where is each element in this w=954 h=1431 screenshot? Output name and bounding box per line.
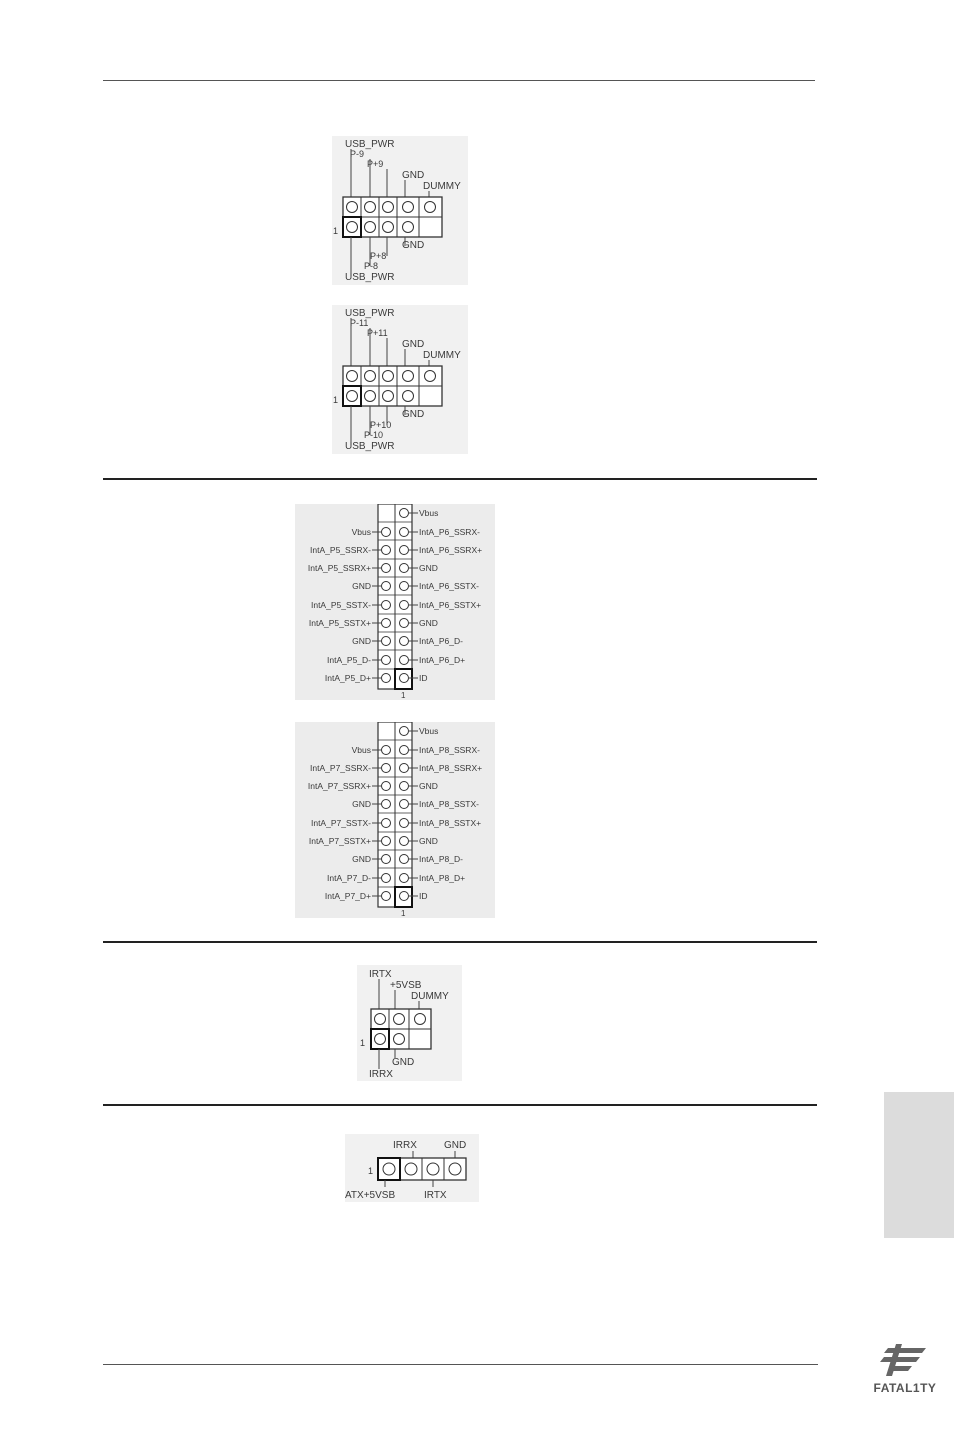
pin-label: GND [402,170,425,181]
pin-label: IntA_P8_D+ [419,873,466,883]
page-top-rule [103,80,815,81]
pin-label: GND [444,1140,467,1151]
section-divider [103,941,817,943]
pin-label: IntA_P6_D- [419,636,463,646]
logo-text: FATAL1TY [873,1381,937,1395]
usb2-header-diagram-a [332,136,468,285]
pin-label: USB_PWR [345,272,395,283]
pin-label: P+8 [370,251,387,261]
pin-label: IntA_P8_D- [419,854,463,864]
cir-header-diagram [345,1134,479,1202]
pin-label: GND [419,618,438,628]
pin-label: IntA_P7_SSTX+ [308,836,371,846]
pin1-marker: 1 [401,691,406,700]
pin-label: Vbus [419,726,439,736]
pin-label: P-8 [364,261,379,271]
pin-label: GND [352,636,371,646]
pin-label: P+10 [370,420,392,430]
pin-label: IntA_P7_SSRX- [310,763,371,773]
ir-header-diagram [357,965,462,1081]
pin-label: IntA_P8_SSTX- [419,799,480,809]
pin-label: +5VSB [390,980,422,991]
pin-label: Vbus [419,508,439,518]
pin-label: GND [352,581,371,591]
fatal1ty-logo [862,1340,948,1402]
pin-label: IntA_P8_SSTX+ [419,818,482,828]
pin-label: IRTX [424,1190,447,1201]
pin-label: IntA_P8_SSRX+ [419,763,483,773]
pin-label: ID [419,891,428,901]
pin-label: IRRX [393,1140,417,1151]
usb3-header-diagram-a [295,504,495,700]
pin-label: P+9 [367,159,384,169]
pin-label: USB_PWR [345,139,395,150]
pin-label: IntA_P6_D+ [419,655,466,665]
pin-label: IntA_P5_SSRX+ [307,563,371,573]
pin1-marker: 1 [333,226,339,236]
pin-label: IntA_P6_SSRX+ [419,545,483,555]
usb3-header-diagram-b [295,722,495,918]
pin-label: GND [419,836,438,846]
fatal1ty-logo-icon [862,1340,948,1380]
pin-label: P-11 [350,318,369,328]
pin-label: USB_PWR [345,308,395,319]
pin-label: IntA_P7_SSTX- [310,818,371,828]
pin-label: GND [392,1057,415,1068]
pin-label: GND [402,409,425,420]
pin-label: IntA_P7_SSRX+ [307,781,371,791]
pin-label: P+11 [367,328,388,338]
pin-label: IntA_P6_SSTX- [419,581,480,591]
pin-label: IntA_P5_D+ [324,673,371,683]
language-side-tab [884,1092,954,1238]
pin-label: P-10 [364,430,384,440]
pin-label: DUMMY [423,350,461,361]
pin1-marker: 1 [360,1038,366,1048]
pin-label: GND [419,781,438,791]
pin-label: P-9 [350,149,365,159]
pin-label: GND [352,854,371,864]
section-divider [103,478,817,480]
page-bottom-rule [103,1364,818,1365]
pin-label: ATX+5VSB [345,1190,396,1201]
pin1-marker: 1 [401,909,406,918]
pin-label: IntA_P8_SSRX- [419,745,480,755]
pin-label: IRRX [369,1069,393,1080]
pin-label: GND [402,339,425,350]
pin-label: IntA_P7_D+ [324,891,371,901]
pin-label: USB_PWR [345,441,395,452]
pin-label: IntA_P6_SSTX+ [419,600,482,610]
pin-label: Vbus [351,527,371,537]
pin-label: GND [419,563,438,573]
pin-label: DUMMY [411,991,449,1002]
pin-label: ID [419,673,428,683]
pin-label: IRTX [369,969,392,980]
pin-label: IntA_P5_SSRX- [310,545,371,555]
pin-label: IntA_P6_SSRX- [419,527,480,537]
pin-label: Vbus [351,745,371,755]
section-divider [103,1104,817,1106]
pin-label: IntA_P7_D- [327,873,371,883]
pin-label: IntA_P5_D- [327,655,371,665]
usb2-header-diagram-b [332,305,468,454]
pin-label: GND [352,799,371,809]
pin-label: IntA_P5_SSTX- [310,600,371,610]
pin-label: GND [402,240,425,251]
pin-label: IntA_P5_SSTX+ [308,618,371,628]
pin1-marker: 1 [333,395,339,405]
pin-label: DUMMY [423,181,461,192]
pin1-marker: 1 [368,1166,374,1176]
